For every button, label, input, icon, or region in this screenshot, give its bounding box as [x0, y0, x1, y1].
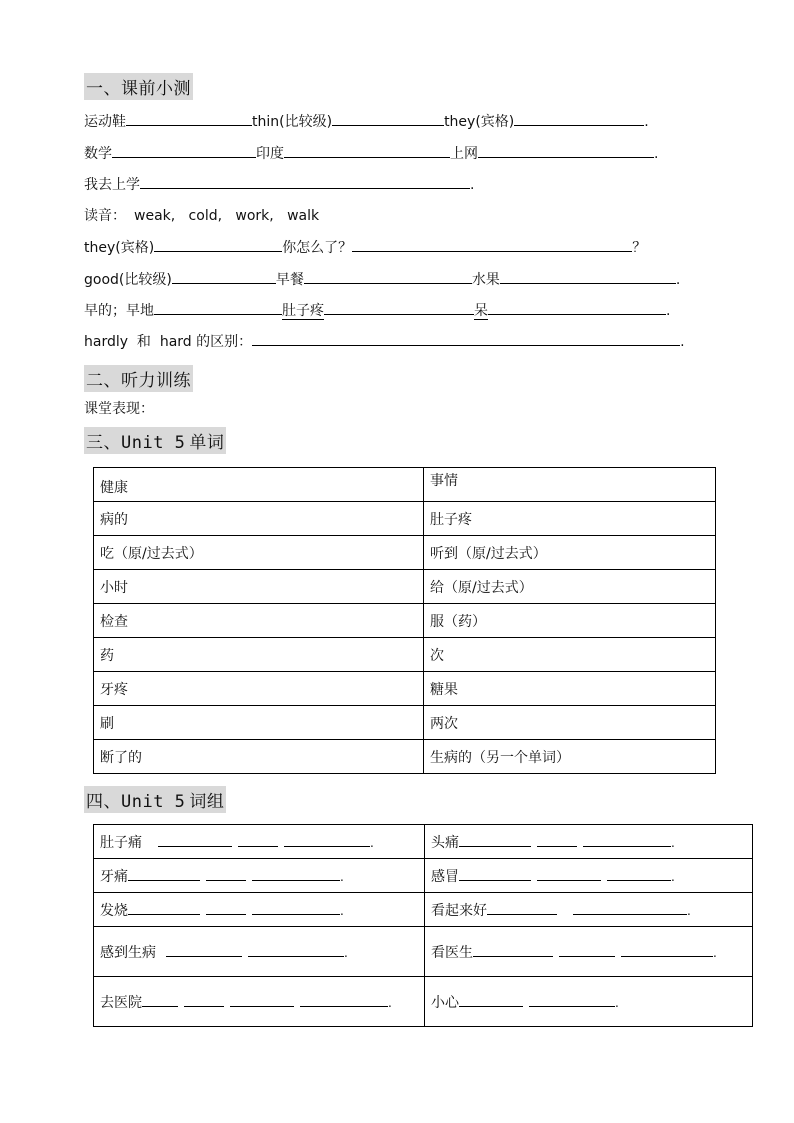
line-end: . [713, 945, 717, 960]
phrase-label: 牙痛 [100, 868, 128, 885]
phrase-cell[interactable] [94, 927, 425, 977]
answer-blank[interactable] [158, 833, 232, 847]
line-end: . [344, 945, 348, 960]
word-cell[interactable]: 听到（原/过去式） [424, 536, 716, 570]
section-heading-unit5-words [84, 427, 226, 454]
quiz-prompt: thin(比较级) [252, 114, 333, 130]
answer-blank[interactable] [112, 142, 256, 158]
word-cell[interactable]: 给（原/过去式） [424, 570, 716, 604]
phrase-cell[interactable] [425, 893, 753, 927]
quiz-line-7 [84, 299, 670, 320]
phrase-cell[interactable] [425, 977, 753, 1027]
quiz-prompt: 肚子疼 [282, 303, 324, 319]
quiz-prompt: 上网 [450, 146, 478, 162]
section-heading-unit5-phrases [84, 786, 226, 813]
answer-blank[interactable] [459, 833, 531, 847]
quiz-prompt: hardly 和 hard 的区别： [84, 334, 253, 350]
table-row [94, 859, 753, 893]
answer-blank[interactable] [607, 867, 671, 881]
answer-blank[interactable] [621, 943, 713, 957]
table-row [94, 825, 753, 859]
answer-blank[interactable] [284, 833, 370, 847]
answer-blank[interactable] [324, 299, 474, 315]
heading-suffix: 单词 [189, 433, 225, 453]
line-end: . [615, 995, 619, 1010]
answer-blank[interactable] [487, 901, 557, 915]
answer-blank[interactable] [206, 901, 246, 915]
phrase-cell[interactable] [94, 977, 425, 1027]
phrase-label: 肚子痛 [100, 834, 142, 851]
answer-blank[interactable] [154, 236, 282, 252]
answer-blank[interactable] [166, 943, 242, 957]
quiz-prompt: 早餐 [275, 272, 304, 288]
phrase-label: 发烧 [100, 902, 128, 919]
line-end: ？ [632, 240, 647, 256]
answer-blank[interactable] [459, 867, 531, 881]
word-cell[interactable]: 服（药） [424, 604, 716, 638]
word-cell[interactable]: 药 [94, 638, 424, 672]
answer-blank[interactable] [537, 867, 601, 881]
word-cell[interactable]: 两次 [424, 706, 716, 740]
phrase-label: 感到生病 [100, 944, 156, 961]
phrase-cell[interactable] [94, 859, 425, 893]
answer-blank[interactable] [126, 110, 252, 126]
line-end: . [680, 334, 685, 350]
quiz-prompt: 早的；早地 [84, 303, 154, 319]
quiz-line-3 [84, 173, 474, 194]
answer-blank[interactable] [206, 867, 246, 881]
line-end: . [654, 146, 659, 162]
line-end: . [470, 177, 475, 193]
word-cell[interactable]: 刷 [94, 706, 424, 740]
word-cell[interactable]: 事情 [424, 468, 716, 502]
quiz-prompt: 数学 [84, 146, 112, 162]
answer-blank[interactable] [128, 867, 200, 881]
heading-prefix: 三、Unit 5 [86, 433, 186, 453]
heading-prefix: 四、Unit 5 [86, 792, 186, 812]
quiz-line-2 [84, 142, 658, 163]
word-cell[interactable]: 病的 [94, 502, 424, 536]
phrases-table [93, 824, 753, 1027]
answer-blank[interactable] [284, 142, 450, 158]
phrase-label: 去医院 [100, 994, 142, 1011]
quiz-prompt: 你怎么了？ [282, 240, 353, 256]
quiz-prompt: 水果 [471, 272, 500, 288]
word-cell[interactable]: 糖果 [424, 672, 716, 706]
line-end: . [671, 835, 675, 850]
answer-blank[interactable] [537, 833, 577, 847]
table-row [94, 672, 716, 706]
quiz-prompt: 运动鞋 [84, 114, 126, 130]
quiz-prompt: 读音： [84, 208, 126, 224]
answer-blank[interactable] [473, 943, 553, 957]
quiz-prompt: 印度 [256, 146, 284, 162]
phrase-label: 小心 [431, 994, 459, 1011]
word-cell[interactable]: 健康 [94, 468, 424, 502]
table-row [94, 502, 716, 536]
quiz-line-1 [84, 110, 649, 131]
table-row [94, 927, 753, 977]
word-cell[interactable]: 检查 [94, 604, 424, 638]
answer-blank[interactable] [488, 299, 666, 315]
quiz-prompt: they(宾格) [444, 114, 515, 130]
word-cell[interactable]: 断了的 [94, 740, 424, 774]
table-row [94, 706, 716, 740]
answer-blank[interactable] [304, 268, 472, 284]
answer-blank[interactable] [500, 268, 676, 284]
quiz-line-4 [84, 205, 319, 225]
phrase-cell[interactable] [425, 859, 753, 893]
answer-blank[interactable] [142, 993, 178, 1007]
answer-blank[interactable] [184, 993, 224, 1007]
table-row [94, 893, 753, 927]
quiz-prompt: 我去上学 [84, 177, 140, 193]
answer-blank[interactable] [300, 993, 388, 1007]
table-row [94, 536, 716, 570]
word-cell[interactable]: 肚子疼 [424, 502, 716, 536]
answer-blank[interactable] [252, 901, 340, 915]
table-row [94, 570, 716, 604]
quiz-prompt: 呆 [474, 303, 488, 319]
phrase-cell[interactable] [94, 825, 425, 859]
answer-blank[interactable] [128, 901, 200, 915]
phrase-label: 看医生 [431, 944, 473, 961]
answer-blank[interactable] [573, 901, 687, 915]
answer-blank[interactable] [583, 833, 671, 847]
line-end: . [340, 903, 344, 918]
table-row [94, 604, 716, 638]
answer-blank[interactable] [140, 173, 470, 189]
answer-blank[interactable] [154, 299, 282, 315]
answer-blank[interactable] [559, 943, 615, 957]
class-performance-label: 课堂表现： [84, 401, 154, 417]
word-cell[interactable]: 生病的（另一个单词） [424, 740, 716, 774]
heading-suffix: 词组 [189, 792, 225, 812]
quiz-line-5 [84, 236, 646, 257]
line-end: . [666, 303, 671, 319]
line-end: . [687, 903, 691, 918]
quiz-line-6 [84, 268, 680, 289]
phrase-label: 看起来好 [431, 902, 487, 919]
answer-blank[interactable] [332, 110, 444, 126]
phrase-cell[interactable] [425, 825, 753, 859]
word-cell[interactable]: 牙疼 [94, 672, 424, 706]
quiz-prompt: they(宾格) [84, 240, 155, 256]
phrase-label: 感冒 [431, 868, 459, 885]
answer-blank[interactable] [238, 833, 278, 847]
answer-blank[interactable] [252, 867, 340, 881]
line-end: . [340, 869, 344, 884]
answer-blank[interactable] [252, 330, 680, 346]
line-end: . [370, 835, 374, 850]
answer-blank[interactable] [514, 110, 644, 126]
section-heading-listening: 二、听力训练 [84, 365, 193, 392]
answer-blank[interactable] [352, 236, 632, 252]
line-end: . [388, 995, 392, 1010]
answer-blank[interactable] [459, 993, 523, 1007]
quiz-prompt: good(比较级) [84, 272, 172, 288]
pronunciation-words: weak, cold, work, walk [134, 208, 320, 224]
table-row [94, 977, 753, 1027]
section-heading-pretest: 一、课前小测 [84, 73, 193, 100]
answer-blank[interactable] [529, 993, 615, 1007]
answer-blank[interactable] [230, 993, 294, 1007]
line-end: . [675, 272, 681, 288]
table-row [94, 740, 716, 774]
answer-blank[interactable] [248, 943, 344, 957]
phrase-cell[interactable] [94, 893, 425, 927]
quiz-line-8 [84, 330, 685, 351]
word-cell[interactable]: 吃（原/过去式） [94, 536, 424, 570]
answer-blank[interactable] [478, 142, 654, 158]
words-table [93, 467, 716, 774]
table-row [94, 638, 716, 672]
word-cell[interactable]: 次 [424, 638, 716, 672]
answer-blank[interactable] [172, 268, 276, 284]
word-cell[interactable]: 小时 [94, 570, 424, 604]
phrase-cell[interactable] [425, 927, 753, 977]
line-end: . [644, 114, 649, 130]
phrase-label: 头痛 [431, 834, 459, 851]
line-end: . [671, 869, 675, 884]
table-row [94, 468, 716, 502]
